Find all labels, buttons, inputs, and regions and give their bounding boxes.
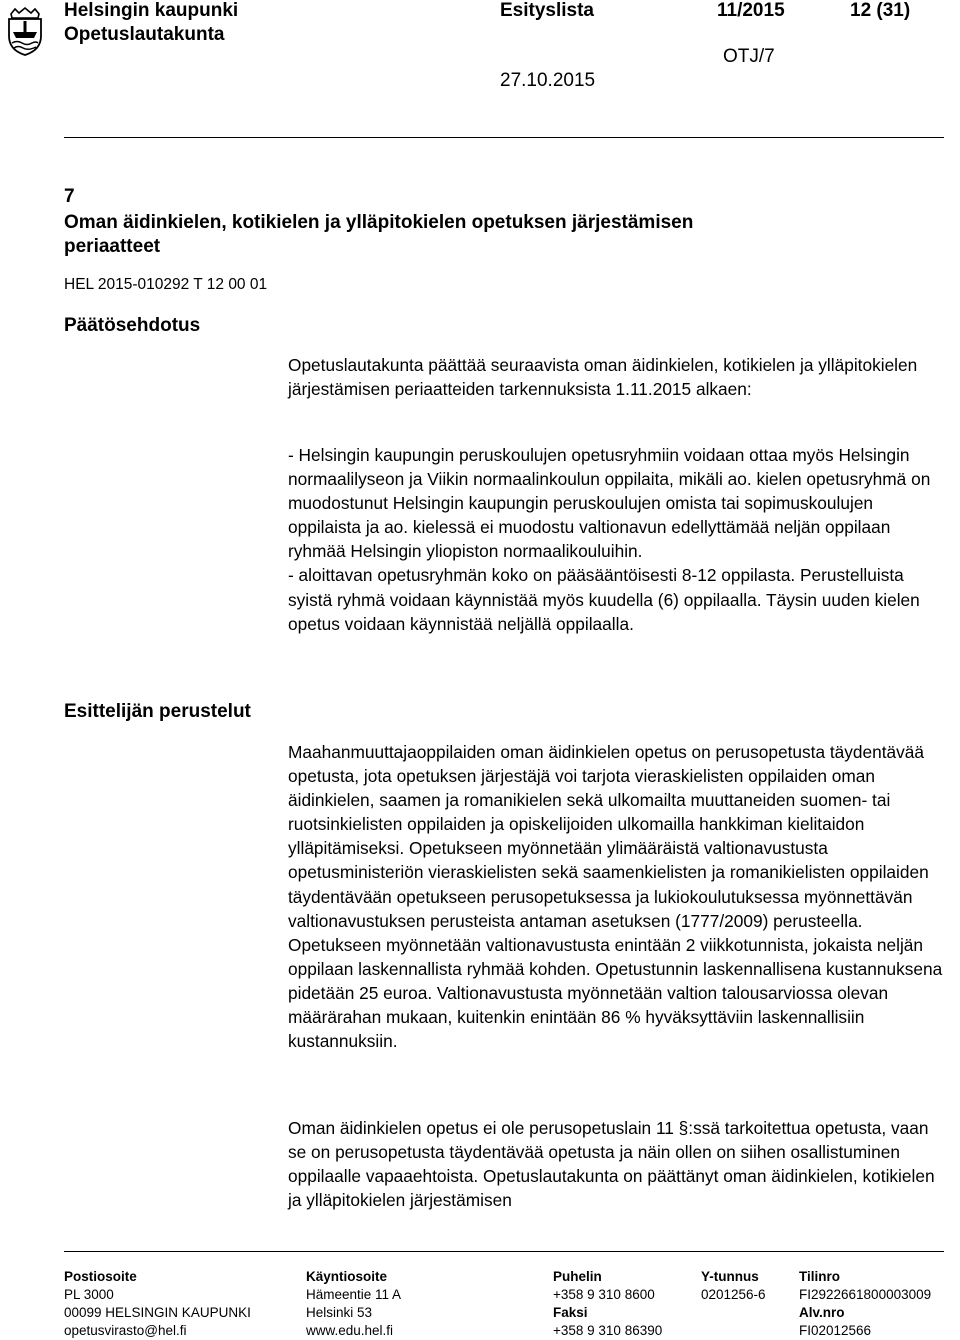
organization-name: Helsingin kaupunki <box>64 0 239 21</box>
footer-account <box>799 1268 931 1340</box>
vat-label: Alv.nro <box>799 1305 845 1320</box>
phone-label: Puhelin <box>553 1269 602 1284</box>
visit-website: www.edu.hel.fi <box>306 1323 394 1338</box>
item-number: 7 <box>64 186 75 207</box>
postal-label: Postiosoite <box>64 1269 137 1284</box>
account-value: FI2922661800003009 <box>799 1287 932 1302</box>
page-number: 12 (31) <box>850 0 911 21</box>
footer-business-id <box>701 1268 766 1304</box>
meeting-date: 27.10.2015 <box>500 70 596 91</box>
postal-email: opetusvirasto@hel.fi <box>64 1323 187 1338</box>
proposal-points: - Helsingin kaupungin peruskoulujen opetusryhmiin voidaan ottaa myös Helsingin normaalilyseon ja Viikin normaalinkoulun oppilaita, mikäli ao. kielen opetusryhmä on muodostunut Helsingin kaupungin peruskoulujen omista tai sopimuskoulujen oppilaista ja ao. kielessä ei muodostu valtionavun edellyttämää neljän oppilaan ryhmää Helsingin yliopiston normaalikouluihin. - aloittavan opetusryhmän koko on pääsääntöisesti 8-12 oppilasta. Perustelluista syistä ryhmä voidaan käynnistää myös kuudella (6) oppilaalla. Täysin uuden kielen opetus voidaan käynnistää neljällä oppilaalla. <box>288 445 931 634</box>
vat-value: FI02012566 <box>799 1323 872 1338</box>
fax-value: +358 9 310 86390 <box>553 1323 663 1338</box>
account-label: Tilinro <box>799 1269 841 1284</box>
fax-label: Faksi <box>553 1305 588 1320</box>
business-id-label: Y-tunnus <box>701 1269 759 1284</box>
visit-line2: Helsinki 53 <box>306 1305 373 1320</box>
meeting-number: 11/2015 <box>717 0 785 21</box>
footer-postal <box>64 1268 251 1340</box>
footer-phone <box>553 1268 662 1340</box>
business-id-value: 0201256-6 <box>701 1287 766 1302</box>
document-type: Esityslista <box>500 0 594 21</box>
footer-visit <box>306 1268 401 1340</box>
header-divider <box>64 137 944 138</box>
visit-label: Käyntiosoite <box>306 1269 388 1284</box>
visit-line1: Hämeentie 11 A <box>306 1287 402 1302</box>
rationale-paragraph-1: Maahanmuuttajaoppilaiden oman äidinkielen opetus on perusopetusta täydentävää opetusta, jota opetuksen järjestäjä voi tarjota vieraskielisten oppilaiden oman äidinkielen, saamen ja romanikielen sekä ulkomailta muuttaneiden suomen- tai ruotsinkielisten oppilaiden ja opiskelijoiden ulkomailla hankkiman kielitaidon ylläpitämiseksi. Opetukseen myönnetään ylimääräistä valtionavustusta opetusministeriön vieraskielisten sekä saamenkielisten ja romanikielisten oppilaiden täydentävään opetukseen perusopetuksessa ja lukiokoulutuksessa myönnettävän valtionavustuksen perusteista antaman asetuksen (1777/2009) perusteella. Opetukseen myönnetään valtionavustusta enintään 2 viikkotunnista, jokaista neljän oppilaan laskennallista ryhmää kohden. Opetustunnin laskennallisena kustannuksena pidetään 25 euroa. Valtionavustusta myönnetään valtion talousarviossa olevan määrärahan mukaan, kuitenkin enintään 86 % hyväksyttäviin laskennallisiin kustannuksiin. <box>288 742 943 1052</box>
item-title: Oman äidinkielen, kotikielen ja ylläpitokielen opetuksen järjestämisen periaatteet <box>64 212 694 257</box>
item-code: OTJ/7 <box>723 46 775 67</box>
proposal-intro: Opetuslautakunta päättää seuraavista oman äidinkielen, kotikielen ja ylläpitokielen järjestämisen periaatteiden tarkennuksista 1.11.2015 alkaen: <box>288 355 918 400</box>
helsinki-crest-icon <box>5 6 45 56</box>
unit-name: Opetuslautakunta <box>64 24 225 45</box>
postal-line2: 00099 HELSINGIN KAUPUNKI <box>64 1305 251 1320</box>
footer-divider <box>64 1251 944 1252</box>
rationale-paragraph-2: Oman äidinkielen opetus ei ole perusopetuslain 11 §:ssä tarkoitettua opetusta, vaan se on perusopetusta täydentävää opetusta ja näin ollen on siihen osallistuminen oppilaalle vapaaehtoista. Opetuslautakunta on päättänyt oman äidinkielen, kotikielen ja ylläpitokielen järjestämisen <box>288 1118 935 1211</box>
diary-number: HEL 2015-010292 T 12 00 01 <box>64 276 268 293</box>
proposal-heading: Päätösehdotus <box>64 315 201 336</box>
postal-line1: PL 3000 <box>64 1287 114 1302</box>
phone-value: +358 9 310 8600 <box>553 1287 655 1302</box>
rationale-heading: Esittelijän perustelut <box>64 701 251 722</box>
